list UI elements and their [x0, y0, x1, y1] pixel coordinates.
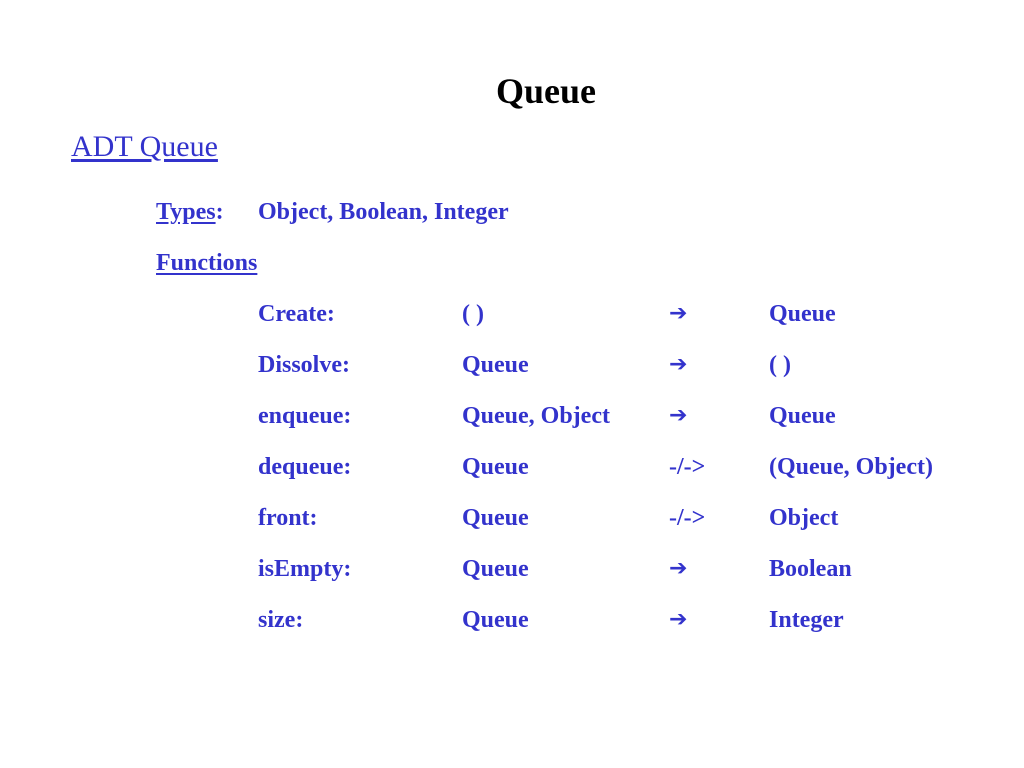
function-output: (Queue, Object)	[769, 454, 933, 480]
types-separator: :	[215, 199, 224, 225]
slide-title: Queue	[495, 71, 596, 111]
function-input: Queue, Object	[462, 403, 610, 429]
function-name: isEmpty:	[258, 556, 352, 582]
function-name: enqueue:	[258, 403, 352, 429]
function-output: Boolean	[769, 556, 852, 582]
function-output: Object	[769, 505, 839, 531]
function-row-dequeue	[0, 451, 1024, 483]
function-output: Queue	[769, 403, 836, 429]
partial-arrow: -/->	[669, 454, 706, 480]
function-row-enqueue	[0, 400, 1024, 432]
function-name: Create:	[258, 301, 335, 327]
function-output: ( )	[769, 352, 791, 378]
right-arrow-icon: ➔	[669, 352, 688, 377]
function-row-size	[0, 604, 1024, 636]
right-arrow-icon: ➔	[669, 301, 688, 326]
function-input: Queue	[462, 607, 529, 633]
adt-heading: ADT Queue	[71, 130, 218, 163]
function-output: Integer	[769, 607, 844, 633]
function-row-front	[0, 502, 1024, 534]
function-input: Queue	[462, 454, 529, 480]
function-row-isempty	[0, 553, 1024, 585]
types-value: Object, Boolean, Integer	[258, 199, 509, 225]
partial-arrow: -/->	[669, 505, 706, 531]
types-label: Types	[156, 199, 216, 225]
right-arrow-icon: ➔	[669, 607, 688, 632]
function-name: front:	[258, 505, 318, 531]
function-name: size:	[258, 607, 304, 633]
function-input: ( )	[462, 301, 484, 327]
right-arrow-icon: ➔	[669, 556, 688, 581]
types-row	[156, 196, 509, 228]
right-arrow-icon: ➔	[669, 403, 688, 428]
functions-heading: Functions	[156, 250, 258, 276]
function-row-dissolve	[0, 349, 1024, 381]
function-row-create	[0, 298, 1024, 330]
function-output: Queue	[769, 301, 836, 327]
function-input: Queue	[462, 505, 529, 531]
function-name: dequeue:	[258, 454, 352, 480]
function-name: Dissolve:	[258, 352, 350, 378]
function-input: Queue	[462, 556, 529, 582]
function-input: Queue	[462, 352, 529, 378]
